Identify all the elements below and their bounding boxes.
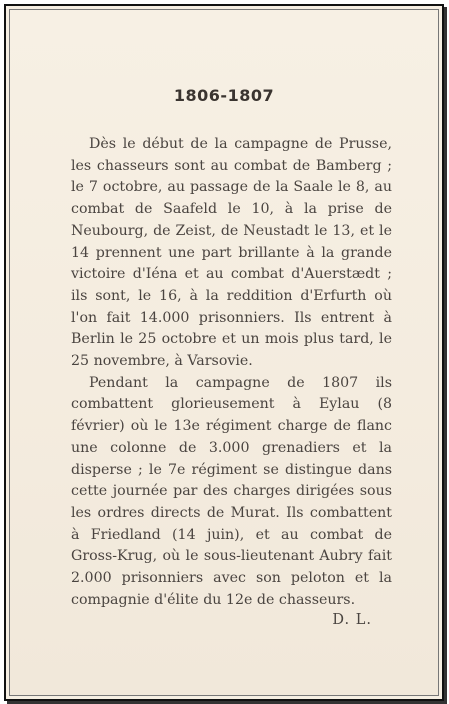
- page-frame: [4, 4, 444, 701]
- signature: D. L.: [332, 612, 372, 628]
- paragraph-2: Pendant la campagne de 1807 ils combattent glorieusement à Eylau (8 février) où le 13e régiment charge de flanc une colonne de 3.000 grenadiers et la disperse ; le 7e régiment se distingue dans cette journée par des charges dirigées sous les ordres directs de Murat. Ils combattent à Friedland (14 juin), et au combat de Gross-Krug, où le sous-lieutenant Aubry fait 2.000 prisonniers avec son peloton et la compagnie d'élite du 12e de chasseurs.: [71, 374, 392, 608]
- page-title: 1806-1807: [173, 86, 275, 105]
- page-sheet: [9, 9, 439, 696]
- paragraph-1: Dès le début de la campagne de Prusse, les chasseurs sont au combat de Bamberg ; le 7 octobre, au passage de la Saale le 8, au combat de Saafeld le 10, à la prise de Neubourg, de Zeist, de Neustadt le 13, et le 14 prennent une part brillante à la grande victoire d'Iéna et au combat d'Auerstædt ; ils sont, le 16, à la reddition d'Erfurth où l'on fait 14.000 prisonniers. Ils entrent à Berlin le 25 octobre et un mois plus tard, le 25 novembre, à Varsovie.: [71, 136, 392, 370]
- text-body: [71, 134, 392, 611]
